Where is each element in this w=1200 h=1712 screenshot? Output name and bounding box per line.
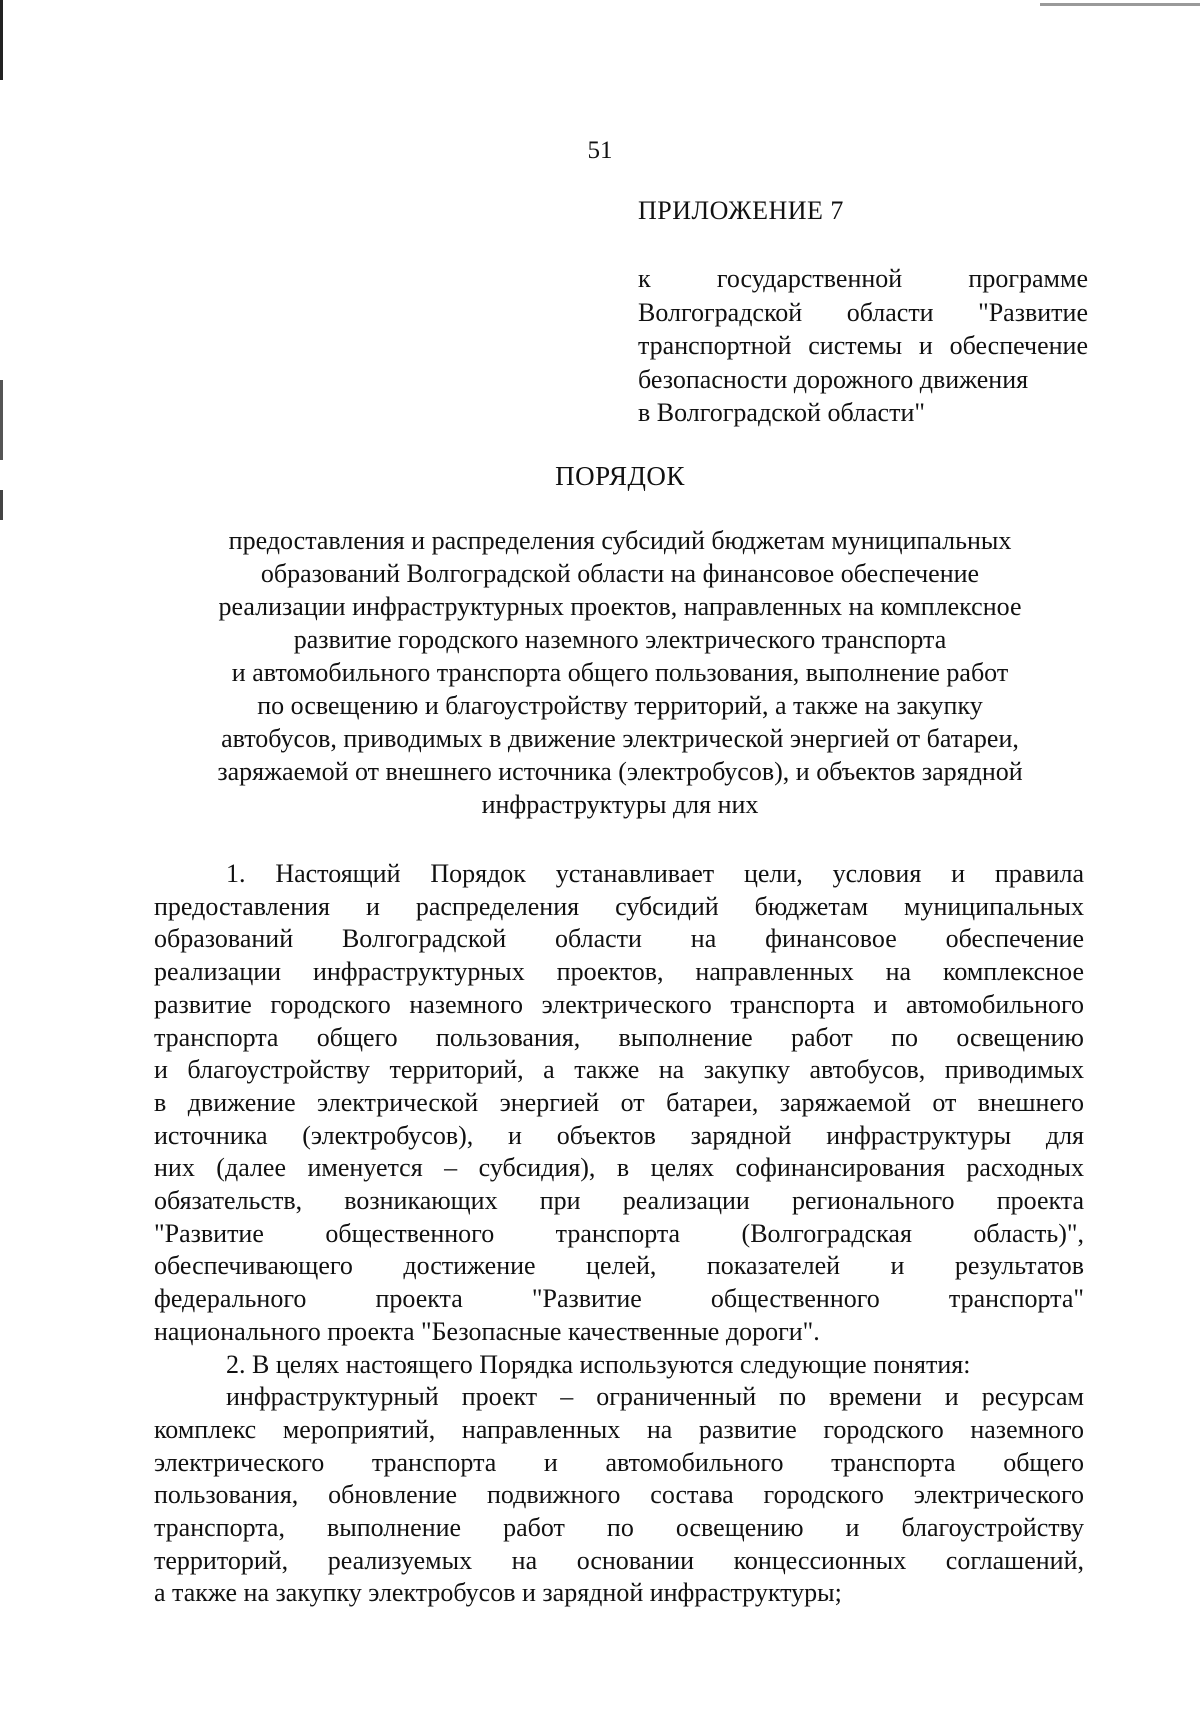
paragraph-1-line: обеспечивающего достижение целей, показателей и результатов: [154, 1251, 1084, 1281]
definition-line: электрического транспорта и автомобильного транспорта общего: [154, 1447, 1084, 1477]
order-description-line: по освещению и благоустройству территорий, а также на закупку: [257, 691, 983, 720]
order-description: [160, 524, 1080, 821]
paragraph-1-line: "Развитие общественного транспорта (Волгоградская область)",: [154, 1218, 1084, 1248]
appendix-line: безопасности дорожного движения: [638, 364, 1029, 394]
paragraph-1-line: обязательств, возникающих при реализации регионального проекта: [154, 1186, 1084, 1216]
order-description-line: предоставления и распределения субсидий бюджетам муниципальных: [228, 526, 1012, 555]
paragraph-1-line: образований Волгоградской области на финансовое обеспечение: [154, 924, 1084, 954]
appendix-line: к государственной программе: [638, 264, 1088, 293]
definition-line: транспорта, выполнение работ по освещению и благоустройству: [154, 1513, 1084, 1543]
paragraph-1-line: федерального проекта "Развитие общественного транспорта": [154, 1284, 1084, 1314]
appendix-reference: [638, 262, 1088, 430]
order-description-line: образований Волгоградской области на финансовое обеспечение: [260, 559, 980, 588]
definition-line: комплекс мероприятий, направленных на развитие городского наземного: [154, 1414, 1084, 1444]
paragraph-2-line: 2. В целях настоящего Порядка используются следующие понятия:: [226, 1349, 971, 1379]
paragraph-1-line: и благоустройству территорий, а также на закупку автобусов, приводимых: [154, 1055, 1084, 1085]
definition-line: пользования, обновление подвижного состава городского электрического: [154, 1480, 1084, 1510]
order-description-line: автобусов, приводимых в движение электрической энергией от батареи,: [221, 724, 1019, 753]
paragraph-1-line: реализации инфраструктурных проектов, направленных на комплексное: [154, 957, 1084, 987]
paragraph-1-line: 1. Настоящий Порядок устанавливает цели, условия и правила: [226, 859, 1084, 888]
appendix-line: в Волгоградской области": [638, 398, 925, 427]
order-description-line: заряжаемой от внешнего источника (электробусов), и объектов зарядной: [217, 757, 1023, 786]
order-description-line: развитие городского наземного электрического транспорта: [293, 625, 947, 654]
appendix-line: Волгоградской области "Развитие: [638, 297, 1088, 327]
paragraph-1-line: источника (электробусов), и объектов зарядной инфраструктуры для: [154, 1120, 1084, 1150]
page-number: 51: [587, 137, 613, 164]
appendix-line: транспортной системы и обеспечение: [638, 331, 1088, 360]
order-description-line: и автомобильного транспорта общего пользования, выполнение работ: [231, 658, 1009, 687]
definition-line: территорий, реализуемых на основании концессионных соглашений,: [154, 1545, 1084, 1575]
definition-line: инфраструктурный проект – ограниченный по времени и ресурсам: [226, 1382, 1084, 1412]
scan-edge-top: [1040, 3, 1200, 6]
paragraph-1-line: предоставления и распределения субсидий бюджетам муниципальных: [154, 891, 1084, 921]
order-description-line: инфраструктуры для них: [481, 790, 759, 819]
paragraph-1-line: них (далее именуется – субсидия), в целях софинансирования расходных: [154, 1153, 1084, 1183]
order-title: ПОРЯДОК: [555, 461, 685, 491]
paragraph-1-line: национального проекта "Безопасные качественные дороги".: [154, 1316, 820, 1346]
body-text: [154, 858, 1084, 1610]
order-description-line: реализации инфраструктурных проектов, направленных на комплексное: [218, 592, 1022, 621]
paragraph-1-line: в движение электрической энергией от батареи, заряжаемой от внешнего: [154, 1087, 1084, 1117]
definition-line: а также на закупку электробусов и зарядной инфраструктуры;: [154, 1578, 842, 1608]
appendix-title: ПРИЛОЖЕНИЕ 7: [638, 196, 844, 225]
paragraph-1-line: транспорта общего пользования, выполнение работ по освещению: [154, 1022, 1084, 1052]
paragraph-1-line: развитие городского наземного электрического транспорта и автомобильного: [154, 989, 1084, 1019]
scan-edge-left: [0, 0, 3, 1712]
